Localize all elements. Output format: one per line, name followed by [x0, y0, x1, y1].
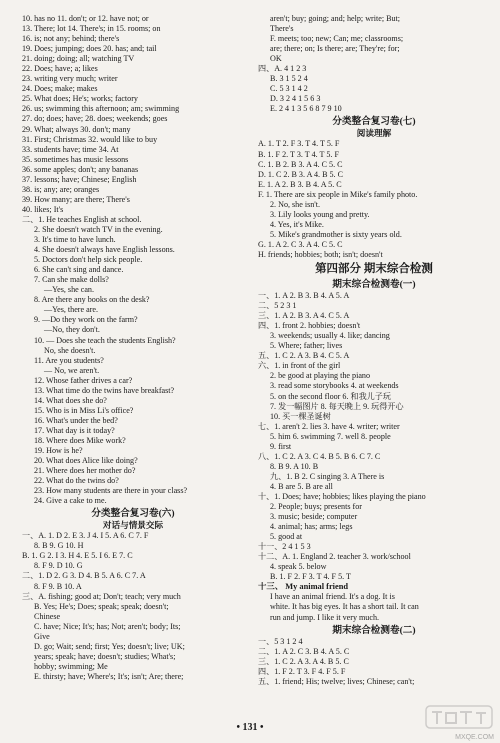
answer-line: 37. lessons; have; Chinese; English: [22, 174, 137, 184]
answer-line: F. 1. There are six people in Mike's family photo.: [258, 189, 418, 199]
answer-line: 三、1. A 2. B 3. A 4. C 5. A: [258, 311, 350, 321]
answer-line: H. friends; hobbies; both; isn't; doesn't: [258, 249, 383, 259]
answer-line: 40. likes; It's: [22, 204, 64, 214]
answer-line: 2. be good at playing the piano: [270, 371, 371, 381]
answer-line: 3. weekends; usually 4. like; dancing: [270, 331, 390, 341]
answer-line: 8. B 9. A 10. B: [270, 461, 319, 471]
answer-line: 五、1. friend; His; twelve; lives; Chinese; can't;: [258, 676, 415, 686]
answer-line: 7. 发一幅图片 8. 每天晚上 9. 玩得开心: [270, 401, 404, 411]
answer-line: 27. do; does; have; 28. does; weekends; goes: [22, 114, 168, 124]
answer-line: 十二、A. 1. England 2. teacher 3. work/school: [258, 552, 411, 562]
answer-line: E. 2 4 1 3 5 6 8 7 9 10: [270, 104, 342, 114]
answer-line: run and jump. I like it very much.: [270, 612, 380, 622]
answer-line: 22. Does; have; a; likes: [22, 64, 98, 74]
answer-line: E. thirsty; have; Where's; It's; isn't; Are; there;: [34, 671, 184, 681]
section-title: 期末综合检测卷(一): [332, 279, 416, 291]
answer-line: D. 3 2 4 1 5 6 3: [270, 94, 321, 104]
answer-line: hobby; swimming; Me: [34, 661, 108, 671]
answer-line: No, she doesn't.: [44, 345, 96, 355]
answer-line: C. 5 3 1 4 2: [270, 84, 308, 94]
watermark-logo-icon: [424, 703, 494, 737]
answer-line: 10. has no 11. don't; or 12. have not; or: [22, 14, 149, 23]
answer-line: D. go; Wait; send; first; Yes; doesn't; live; UK;: [34, 641, 185, 651]
answer-line: F. meets; too; new; Can; me; classrooms;: [270, 34, 404, 44]
answer-line: 十、1. Does; have; hobbies; likes playing the piano: [258, 491, 426, 501]
answer-line: 8. Are there any books on the desk?: [34, 295, 150, 305]
answer-line: 二、1. A 2. C 3. B 4. A 5. C: [258, 646, 350, 656]
answer-line: 六、1. in front of the girl: [258, 361, 341, 371]
answer-line: 2. No, she isn't.: [270, 199, 321, 209]
answer-line: are; there; on; Is there; are; They're; for;: [270, 44, 400, 54]
answer-line: 5. Mike's grandmother is sixty years old.: [270, 229, 402, 239]
part-title: 第四部分 期末综合检测: [315, 263, 433, 276]
answer-line: 5. good at: [270, 532, 303, 542]
answer-line: B. Yes; He's; Does; speak; speak; doesn't;: [34, 601, 169, 611]
answer-line: 5. him 6. swimming 7. well 8. people: [270, 431, 391, 441]
answer-line: —No, they don't.: [44, 325, 100, 335]
answer-line: B. 3 1 5 2 4: [270, 74, 308, 84]
answer-line: 二、5 2 3 1: [258, 301, 297, 311]
answer-line: OK: [270, 54, 282, 64]
answer-line: 22. What do the twins do?: [34, 476, 119, 486]
answer-line: 4. She doesn't always have English lessons.: [34, 245, 175, 255]
answer-line: C. 1. B 2. B 3. A 4. C 5. C: [258, 159, 343, 169]
answer-line: 3. music; beside; computer: [270, 512, 358, 522]
answer-line: 3. read some storybooks 4. at weekends: [270, 381, 399, 391]
watermark-text: MXQE.COM: [455, 734, 494, 741]
answer-line: C. have; Nice; It's; has; Not; aren't; body; Its;: [34, 621, 181, 631]
answer-line: 8. F 9. D 10. G: [34, 561, 83, 571]
answer-line: 五、1. C 2. A 3. B 4. C 5. A: [258, 351, 350, 361]
answer-line: I have an animal friend. It's a dog. It is: [270, 592, 395, 602]
answer-line: 16. is; not any; behind; there's: [22, 34, 120, 44]
answer-line: 13. There; lot 14. There's; in 15. rooms; on: [22, 24, 161, 34]
answer-line: 一、5 3 1 2 4: [258, 636, 303, 646]
answer-line: —Yes, she can.: [44, 285, 94, 295]
answer-line: Give: [34, 631, 50, 641]
answer-line: 四、A. 4 1 2 3: [258, 64, 307, 74]
answer-line: 23. How many students are there in your class?: [34, 486, 188, 496]
answer-line: 四、1. F 2. T 3. F 4. F 5. F: [258, 666, 346, 676]
answer-line: B. 1. F 2. F 3. T 4. F 5. T: [270, 572, 351, 582]
answer-line: aren't; buy; going; and; help; write; But;: [270, 14, 401, 23]
answer-line: A. 1. T 2. F 3. T 4. T 5. F: [258, 139, 340, 149]
answer-line: 5. Where; father; lives: [270, 341, 343, 351]
page-number: • 131 •: [236, 722, 264, 733]
answer-line: 19. How is he?: [34, 446, 83, 456]
answer-line: B. 1. F 2. T 3. T 4. T 5. F: [258, 149, 339, 159]
answer-line: 5. on the second floor 6. 和我儿子玩: [270, 391, 391, 401]
answer-line: 3. It's time to have lunch.: [34, 235, 116, 245]
answer-line: 25. What does; He's; works; factory: [22, 94, 138, 104]
answer-line: 29. What; always 30. don't; many: [22, 124, 131, 134]
answer-line: 4. Yes, it's Mike.: [270, 219, 324, 229]
answer-line: 15. Who is in Miss Li's office?: [34, 405, 134, 415]
answer-line: 24. Does; make; makes: [22, 84, 98, 94]
answer-line: 39. How many; are there; There's: [22, 194, 130, 204]
answer-line: 三、A. fishing; good at; Don't; teach; very much: [22, 591, 181, 601]
section-subtitle: 阅读理解: [356, 128, 392, 139]
answer-line: 四、1. front 2. hobbies; doesn't: [258, 321, 361, 331]
answer-line: 10. 买一棵圣诞树: [270, 411, 331, 421]
answer-line: D. 1. C 2. B 3. A 4. B 5. C: [258, 169, 343, 179]
answer-line: 3. Lily looks young and pretty.: [270, 209, 370, 219]
answer-line: 18. Where does Mike work?: [34, 435, 126, 445]
answer-line: 一、A. 1. D 2. E 3. J 4. I 5. A 6. C 7. F: [22, 531, 149, 541]
section-title: 期末综合检测卷(二): [332, 624, 416, 636]
answer-line: 八、1. C 2. A 3. C 4. B 5. B 6. C 7. C: [258, 451, 381, 461]
answer-line: 26. us; swimming this afternoon; am; swimming: [22, 104, 180, 114]
answer-line: 24. Give a cake to me.: [34, 496, 107, 506]
answer-line: B. 1. G 2. I 3. H 4. E 5. I 6. E 7. C: [22, 551, 133, 561]
answer-line: 12. Whose father drives a car?: [34, 375, 133, 385]
answer-line: — No, we aren't.: [44, 365, 100, 375]
answer-line: 二、1. He teaches English at school.: [22, 214, 142, 224]
answer-line: 31. First; Christmas 32. would like to buy: [22, 134, 158, 144]
section-title: 分类整合复习卷(七): [332, 116, 416, 128]
answer-line: 14. What does she do?: [34, 395, 107, 405]
answer-line: 8. B 9. G 10. H: [34, 541, 84, 551]
answer-line: 七、1. aren't 2. lies 3. have 4. writer; writer: [258, 421, 400, 431]
answer-line: Chinese: [34, 611, 61, 621]
answer-column-right: [258, 14, 490, 687]
answer-line: 21. Where does her mother do?: [34, 466, 136, 476]
section-title: 分类整合复习卷(六): [91, 508, 175, 520]
answer-line: 9. first: [270, 441, 292, 451]
answer-line: 20. What does Alice like doing?: [34, 456, 138, 466]
answer-line: 19. Does; jumping; does 20. has; and; tail: [22, 44, 157, 54]
answer-line: 三、1. C 2. A 3. A 4. B 5. C: [258, 656, 349, 666]
answer-line: 17. What day is it today?: [34, 425, 115, 435]
answer-line: 33. students have; time 34. At: [22, 144, 119, 154]
answer-line: —Yes, there are.: [44, 305, 99, 315]
answer-line: 4. B are 5. B are all: [270, 481, 333, 491]
answer-line: 8. F 9. B 10. A: [34, 581, 82, 591]
answer-line: There's: [270, 24, 294, 34]
answer-line: 16. What's under the bed?: [34, 415, 118, 425]
answer-line: 10. — Does she teach the students English?: [34, 335, 176, 345]
essay-title: 十三、 My animal friend: [258, 582, 349, 592]
answer-line: E. 1. A 2. B 3. B 4. A 5. C: [258, 179, 342, 189]
answer-line: 一、1. A 2. B 3. B 4. A 5. A: [258, 291, 350, 301]
answer-line: 11. Are you students?: [34, 355, 104, 365]
answer-line: 7. Can she make dolls?: [34, 275, 109, 285]
answer-line: 13. What time do the twins have breakfast?: [34, 385, 175, 395]
answer-line: 2. People; buys; presents for: [270, 502, 362, 512]
answer-line: 十一、2 4 1 5 3: [258, 542, 311, 552]
answer-line: G. 1. A 2. C 3. A 4. C 5. C: [258, 239, 343, 249]
answer-line: 36. some apples; don't; any bananas: [22, 164, 139, 174]
answer-line: 4. animal; has; arms; legs: [270, 522, 353, 532]
answer-line: 5. Doctors don't help sick people.: [34, 255, 143, 265]
answer-line: years; speak; have; doesn't; studies; What's;: [34, 651, 176, 661]
section-subtitle: 对话与情景交际: [102, 520, 164, 531]
answer-line: white. It has big eyes. It has a short tail. It can: [270, 602, 419, 612]
answer-line: 38. is; any; are; oranges: [22, 184, 100, 194]
answer-column-left: [22, 14, 244, 682]
answer-line: 23. writing very much; writer: [22, 74, 118, 84]
answer-line: 9. —Do they work on the farm?: [34, 315, 138, 325]
answer-line: 二、1. D 2. G 3. D 4. B 5. A 6. C 7. A: [22, 571, 146, 581]
answer-line: 21. doing; doing; all; watching TV: [22, 54, 135, 64]
answer-line: 2. She doesn't watch TV in the evening.: [34, 224, 163, 234]
answer-line: 6. She can't sing and dance.: [34, 265, 124, 275]
answer-line: 35. sometimes has music lessons: [22, 154, 129, 164]
answer-line: 4. speak 5. below: [270, 562, 327, 572]
answer-line: 九、1. B 2. C singing 3. A There is: [270, 471, 385, 481]
